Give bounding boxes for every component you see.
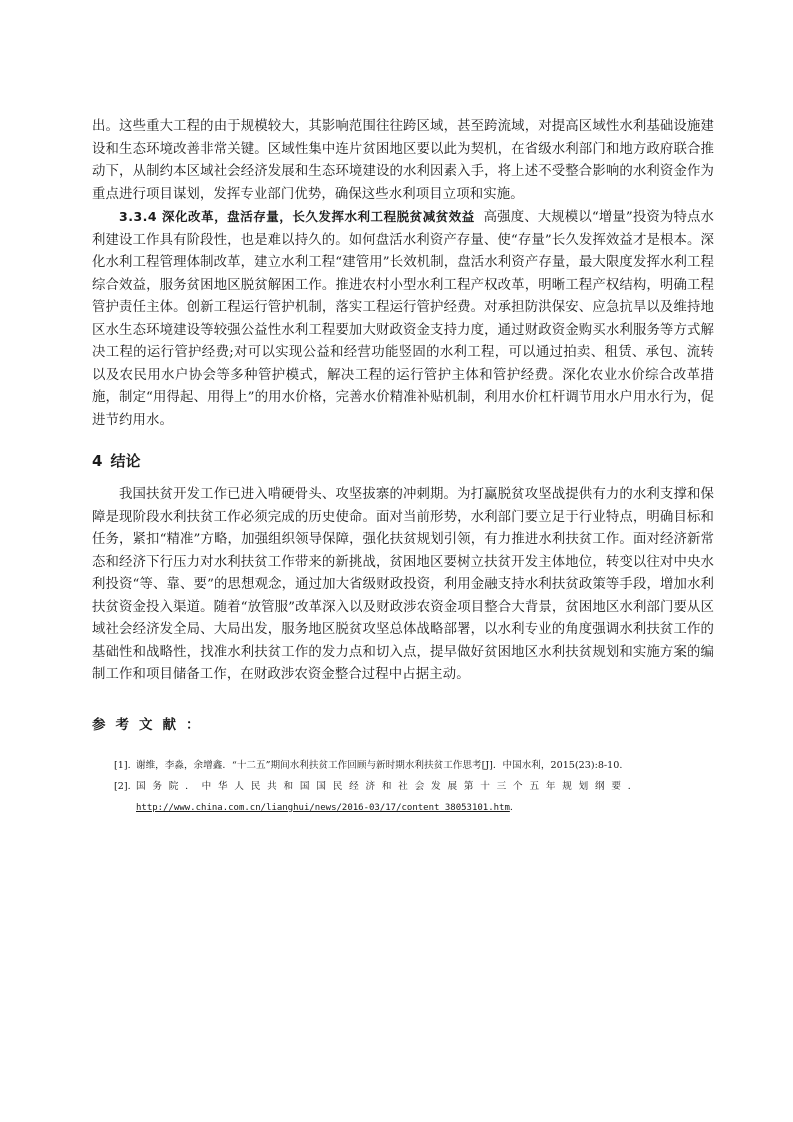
reference-link[interactable]: http://www.china.com.cn/lianghui/news/2016-03/17/content_38053101.htm — [136, 802, 510, 813]
section-title: 结论 — [110, 452, 141, 470]
reference-number: [1]. — [114, 759, 131, 771]
subsection-text: 高强度、大规模以“增量”投资为特点水利建设工作具有阶段性，也是难以持久的。如何盘活水利资产存量、使“存量”长久发挥效益才是根本。深化水利工程管理体制改革，建立水利工程“建管用”长效机制，盘活水利资产存量，最大限度发挥水利工程综合效益，服务贫困地区脱贫解困工作。推进农村小型水利工程产权改革，明晰工程产权结构，明确工程管护责任主体。创新工程运行管护机制，落实工程运行管护经费。对承担防洪保安、应急抗旱以及维持地区水生态环境建设等较强公益性水利工程要加大财政资金支持力度，通过财政资金购买水利服务等方式解决工程的运行管护经费;对可以实现公益和经营功能竖固的水利工程，可以通过拍卖、租赁、承包、流转以及农民用水户协会等多种管护模式，解决工程的运行管护主体和管护经费。深化农业水价综合改革措施，制定“用得起、用得上”的用水价格，完善水价精准补贴机制，利用水价杠杆调节用水户用水行为，促进节约用水。 — [92, 210, 714, 428]
section-number: 4 — [92, 452, 103, 470]
reference-text: 谢维，李淼，余增鑫．“十二五”期间水利扶贫工作回顾与新时期水利扶贫工作思考[J]．中国水利，2015(23):8-10. — [136, 759, 623, 771]
body-paragraph-1: 出。这些重大工程的由于规模较大，其影响范围往往跨区域，甚至跨流域，对提高区域性水利基础设施建设和生态环境改善非常关键。区域性集中连片贫困地区要以此为契机，在省级水利部门和地方政府联合推动下，从制约本区域社会经济发展和生态环境建设的水利因素入手，将上述不受整合影响的水利资金作为重点进行项目谋划，发挥专业部门优势，确保这些水利项目立项和实施。 — [92, 119, 714, 202]
reference-suffix: . — [509, 801, 513, 813]
reference-text: 国务院．中华人民共和国国民经济和社会发展第十三个五年规划纲要． — [136, 780, 645, 792]
references-heading: 参考文献： — [92, 716, 210, 733]
conclusion-paragraph: 我国扶贫开发工作已进入啃硬骨头、攻坚拔寨的冲刺期。为打赢脱贫攻坚战提供有力的水利支撑和保障是现阶段水利扶贫工作必须完成的历史使命。面对当前形势，水利部门要立足于行业特点，明确目标和任务，紧扣“精准”方略，加强组织领导保障，强化扶贫规划引领，有力推进水利扶贫工作。面对经济新常态和经济下行压力对水利扶贫工作带来的新挑战，贫困地区要树立扶贫开发主体地位，转变以往对中央水利投资“等、靠、要”的思想观念，通过加大省级财政投资，利用金融支持水利扶贫政策等手段，增加水利扶贫资金投入渠道。随着“放管服”改革深入以及财政涉农资金项目整合大背景，贫困地区水利部门要从区域社会经济发全局、大局出发，服务地区脱贫攻坚总体战略部署，以水利专业的角度强调水利扶贫工作的基础性和战略性，找准水利扶贫工作的发力点和切入点，提早做好贫困地区水利扶贫规划和实施方案的编制工作和项目储备工作，在财政涉农资金整合过程中占据主动。 — [92, 487, 714, 682]
subsection-heading: 3.3.4 深化改革，盘活存量，长久发挥水利工程脱贫减贫效益 — [119, 209, 475, 224]
body-paragraph-2 — [92, 206, 714, 432]
reference-number: [2]. — [114, 780, 131, 792]
reference-item — [114, 755, 714, 776]
reference-item — [114, 776, 714, 819]
section-heading-conclusion — [92, 450, 714, 472]
reference-list — [92, 755, 714, 819]
document-page — [92, 116, 714, 819]
